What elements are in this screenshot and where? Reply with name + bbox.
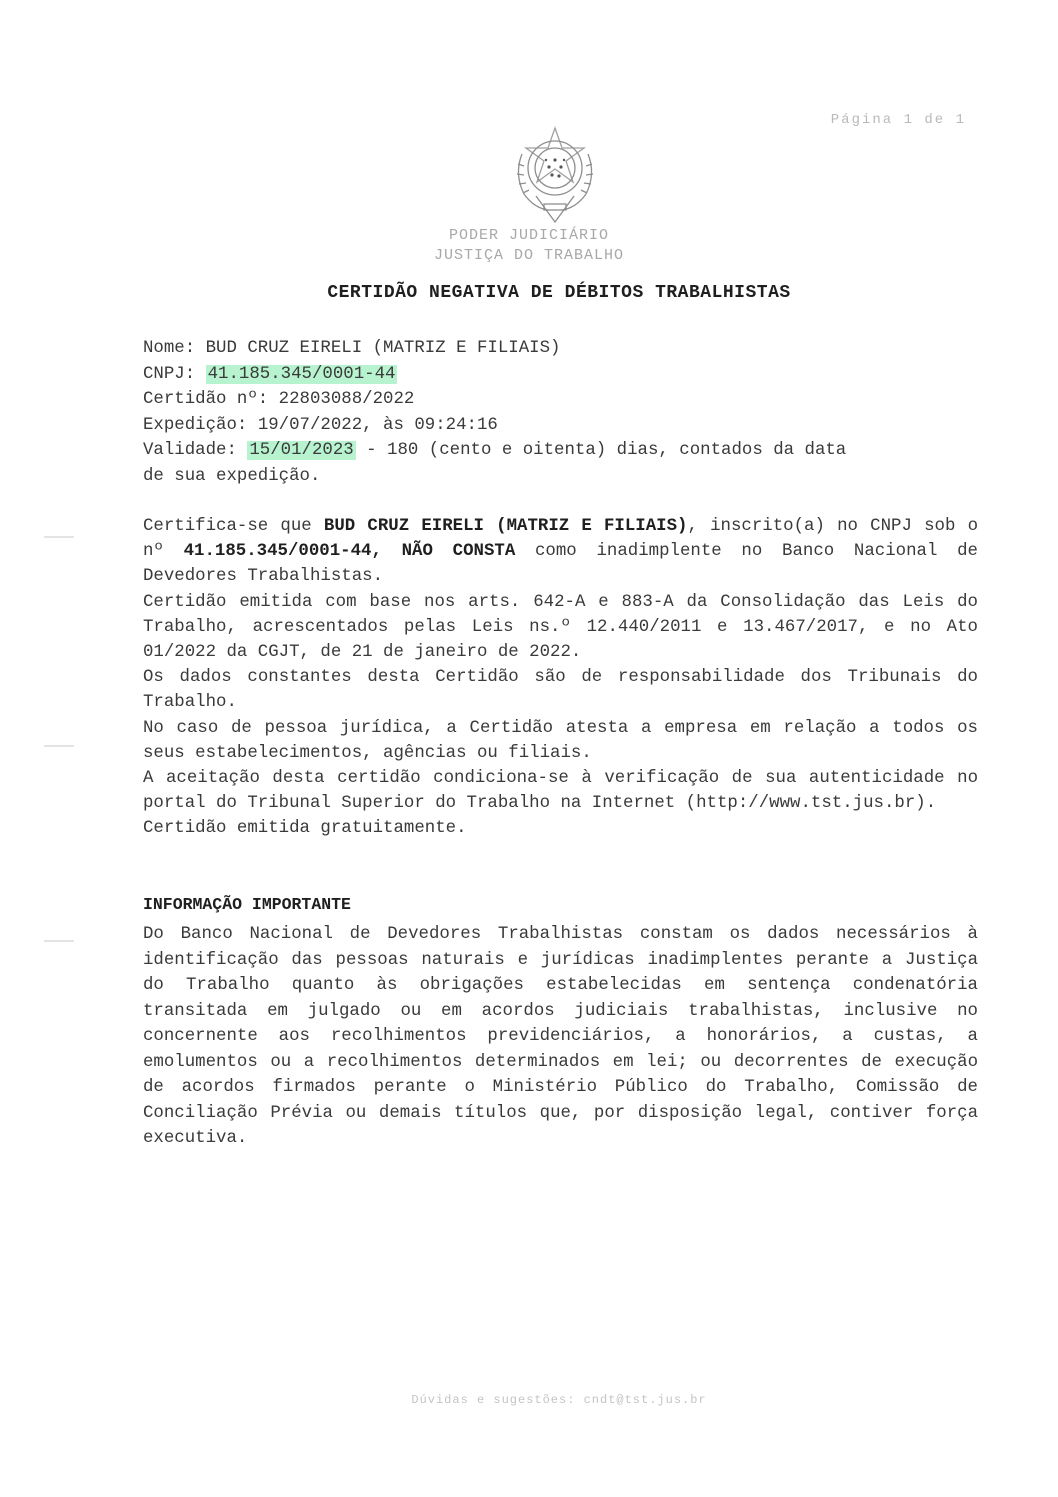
field-cnpj-label: CNPJ: bbox=[143, 364, 206, 384]
body-text-1c: como inadimplente no Banco Nacional de Devedores Trabalhistas. bbox=[143, 542, 978, 587]
certificate-body bbox=[143, 514, 978, 842]
body-text-1a: Certifica-se que bbox=[143, 517, 324, 536]
scan-margin-mark bbox=[44, 940, 74, 942]
issuer-line-1: PODER JUDICIÁRIO bbox=[448, 227, 610, 244]
scan-margin-mark bbox=[44, 745, 74, 747]
scan-margin-mark bbox=[44, 536, 74, 538]
document-title: CERTIDÃO NEGATIVA DE DÉBITOS TRABALHISTAS bbox=[327, 283, 791, 303]
field-expedicao-label: Expedição: bbox=[143, 415, 258, 435]
field-validade-label: Validade: bbox=[143, 441, 248, 460]
body-paragraph-certifica bbox=[143, 514, 978, 590]
body-company-name: BUD CRUZ EIRELI (MATRIZ E FILIAIS) bbox=[323, 517, 688, 536]
field-certidao-value: 22803088/2022 bbox=[278, 390, 415, 409]
field-expedicao bbox=[143, 413, 978, 439]
certificate-fields bbox=[143, 336, 978, 489]
field-validade-suffix: - 180 (cento e oitenta) dias, contados da data bbox=[355, 441, 847, 460]
body-paragraph-authenticity: A aceitação desta certidão condiciona-se à verificação de sua autenticidade no portal do Tribunal Superior do Trabalho na Internet (http://www.tst.jus.br). bbox=[143, 769, 978, 814]
body-cnpj-status: 41.185.345/0001-44, NÃO CONSTA bbox=[183, 542, 516, 562]
field-cnpj-value: 41.185.345/0001-44 bbox=[207, 364, 396, 384]
issuer-line-2: JUSTIÇA DO TRABALHO bbox=[433, 247, 625, 264]
page-number: Página 1 de 1 bbox=[830, 112, 966, 128]
body-text-1b: , inscrito(a) no CNPJ sob o nº bbox=[143, 517, 979, 562]
footer-contact: Dúvidas e sugestões: cndt@tst.jus.br bbox=[411, 1393, 707, 1407]
field-nome-label: Nome: bbox=[143, 339, 206, 358]
body-paragraph-responsibility: Os dados constantes desta Certidão são de responsabilidade dos Tribunais do Trabalho. bbox=[143, 668, 978, 713]
field-nome bbox=[143, 336, 978, 362]
field-validade bbox=[143, 438, 978, 464]
issuer-header bbox=[0, 226, 1058, 266]
field-certidao bbox=[143, 387, 978, 413]
field-cnpj bbox=[143, 362, 978, 388]
field-certidao-label: Certidão nº: bbox=[143, 390, 279, 409]
info-text: Do Banco Nacional de Devedores Trabalhistas constam os dados necessários à identificação das pessoas naturais e jurídicas inadimplentes perante a Justiça do Trabalho quanto às obrigações estabelecidas em sentença condenatória transitada em julgado ou em acordos judiciais trabalhistas, inclusive no concernente aos recolhimentos previdenciários, a honorários, a custas, a emolumentos ou a recolhimentos determinados em lei; ou decorrentes de execução de acordos firmados perante o Ministério Público do Trabalho, Comissão de Conciliação Prévia ou demais títulos que, por disposição legal, contiver força executiva. bbox=[143, 925, 978, 1148]
body-paragraph-legal-entity: No caso de pessoa jurídica, a Certidão atesta a empresa em relação a todos os seus estabelecimentos, agências ou filiais. bbox=[143, 718, 978, 763]
field-nome-value: BUD CRUZ EIRELI (MATRIZ E FILIAIS) bbox=[205, 339, 561, 358]
info-heading: INFORMAÇÃO IMPORTANTE bbox=[143, 895, 351, 914]
body-paragraph-legal-basis: Certidão emitida com base nos arts. 642-A e 883-A da Consolidação das Leis do Trabalho, acrescentados pelas Leis ns.º 12.440/2011 e 13.467/2017, e no Ato 01/2022 da CGJT, de 21 de janeiro de 2022. bbox=[143, 592, 978, 663]
coat-of-arms-icon bbox=[508, 124, 602, 224]
field-validade-continuation: de sua expedição. bbox=[143, 466, 321, 486]
field-validade-value: 15/01/2023 bbox=[249, 441, 354, 460]
body-paragraph-free: Certidão emitida gratuitamente. bbox=[143, 819, 467, 839]
field-expedicao-value: 19/07/2022, às 09:24:16 bbox=[257, 415, 498, 435]
